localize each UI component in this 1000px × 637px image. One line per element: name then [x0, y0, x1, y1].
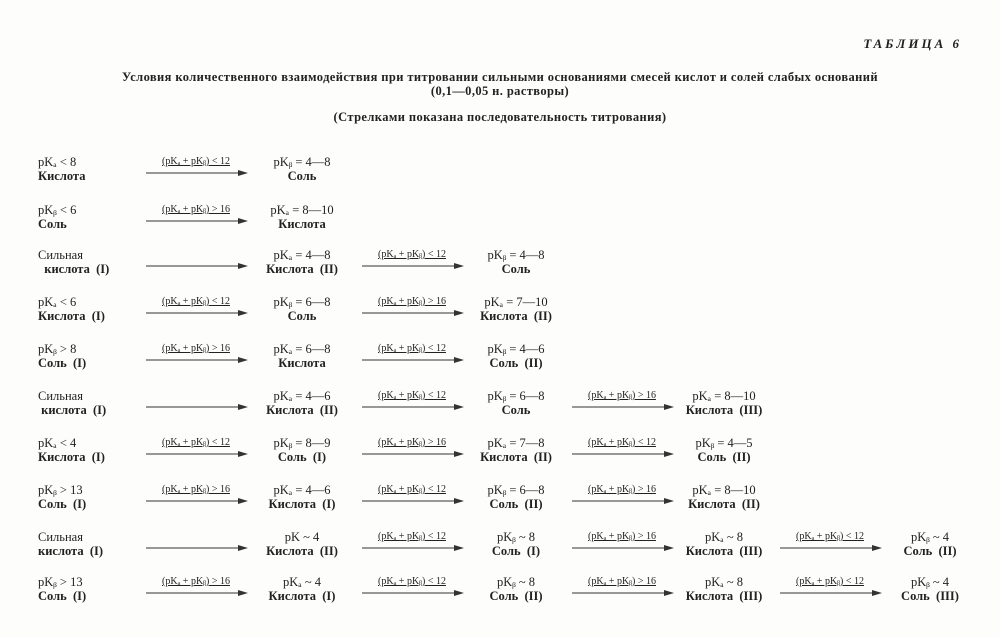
condition-arrow [146, 390, 250, 414]
start-label: Соль [38, 217, 67, 231]
arrow-icon [572, 450, 676, 458]
condition-arrow [780, 576, 884, 600]
condition-arrow [146, 204, 250, 228]
start-constant: pKₐ < 6 [38, 295, 77, 309]
node-constant: pKₐ = 8—10 [692, 483, 756, 497]
condition-label: (pKₐ + pKᵦ) > 16 [162, 204, 230, 215]
start-label: кислота (I) [38, 262, 110, 276]
arrow-icon [146, 356, 250, 364]
species-node [254, 389, 350, 417]
arrow-icon [780, 589, 884, 597]
condition-label [142, 249, 250, 261]
start-constant: pKᵦ < 6 [38, 203, 77, 217]
node-label: Соль [501, 403, 531, 417]
condition-label: (pKₐ + pKᵦ) > 16 [588, 531, 656, 542]
species-node [676, 575, 772, 603]
condition-arrow [572, 437, 676, 461]
node-constant: pKᵦ = 4—8 [487, 248, 545, 262]
condition-arrow [362, 484, 466, 508]
condition-label: (pKₐ + pKᵦ) < 12 [378, 390, 446, 401]
node-label: Соль (I) [491, 544, 541, 558]
node-constant: pKₐ = 7—8 [487, 436, 545, 450]
species-node [468, 530, 564, 558]
start-species [38, 530, 138, 558]
arrow-icon [572, 403, 676, 411]
start-constant: Сильная [38, 248, 83, 262]
condition-arrow [146, 531, 250, 555]
start-label: Соль (I) [38, 589, 87, 603]
node-label: Соль (I) [277, 450, 327, 464]
node-label: Кислота (II) [266, 403, 338, 417]
scheme-row [0, 295, 1000, 329]
node-label: Кислота [278, 217, 326, 231]
node-label: Соль (III) [901, 589, 959, 603]
condition-label: (pKₐ + pKᵦ) > 16 [162, 576, 230, 587]
scheme-row [0, 342, 1000, 376]
condition-arrow [146, 296, 250, 320]
species-node [254, 295, 350, 323]
start-species [38, 295, 138, 323]
node-constant: pKₐ = 7—10 [484, 295, 548, 309]
node-label: Соль (II) [489, 356, 543, 370]
node-label: Кислота (II) [688, 497, 760, 511]
node-label: Кислота (I) [268, 497, 336, 511]
species-node [468, 389, 564, 417]
node-constant: pKᵦ = 4—6 [487, 342, 545, 356]
scheme-row [0, 389, 1000, 423]
start-constant: pKᵦ > 13 [38, 575, 83, 589]
condition-label [142, 531, 250, 543]
start-label: Кислота (I) [38, 450, 105, 464]
arrow-icon [362, 544, 466, 552]
start-label: Соль (I) [38, 497, 87, 511]
species-node [254, 530, 350, 558]
table-title-line: Условия количественного взаимодействия при титровании сильными основаниями смесей кислот и солей слабых оснований [121, 70, 878, 84]
arrow-icon [146, 497, 250, 505]
node-constant: pKₐ = 6—8 [273, 342, 331, 356]
species-node [676, 530, 772, 558]
node-constant: pKᵦ = 6—8 [487, 389, 545, 403]
start-constant: Сильная [38, 530, 83, 544]
node-constant: pKₐ = 4—6 [273, 389, 331, 403]
start-label: кислота (I) [38, 544, 104, 558]
species-node [254, 155, 350, 183]
arrow-icon [146, 169, 250, 177]
condition-arrow [362, 390, 466, 414]
arrow-icon [362, 356, 466, 364]
species-node [676, 483, 772, 511]
scheme-row [0, 436, 1000, 470]
condition-arrow [146, 484, 250, 508]
arrow-icon [362, 309, 466, 317]
node-constant: pKᵦ = 6—8 [273, 295, 331, 309]
start-species [38, 342, 138, 370]
arrow-icon [572, 497, 676, 505]
condition-label: (pKₐ + pKᵦ) > 16 [162, 343, 230, 354]
node-label: Кислота (III) [685, 589, 763, 603]
node-constant: pKₐ = 8—10 [692, 389, 756, 403]
species-node [254, 248, 350, 276]
species-node [254, 483, 350, 511]
arrow-icon [362, 497, 466, 505]
node-constant: pKᵦ = 4—8 [273, 155, 331, 169]
start-species [38, 575, 138, 603]
table-label: ТАБЛИЦА 6 [863, 36, 962, 51]
condition-label: (pKₐ + pKᵦ) < 12 [162, 296, 230, 307]
start-label: кислота (I) [38, 403, 107, 417]
species-node [468, 436, 564, 464]
species-node [254, 575, 350, 603]
condition-arrow [362, 343, 466, 367]
node-label: Соль [501, 262, 531, 276]
start-species [38, 483, 138, 511]
species-node [676, 389, 772, 417]
condition-label: (pKₐ + pKᵦ) < 12 [796, 576, 864, 587]
condition-label: (pKₐ + pKᵦ) > 16 [588, 484, 656, 495]
condition-arrow [362, 576, 466, 600]
node-label: Кислота (II) [266, 544, 338, 558]
arrow-icon [572, 589, 676, 597]
arrow-icon [146, 450, 250, 458]
condition-label: (pKₐ + pKᵦ) > 16 [162, 484, 230, 495]
start-constant: pKᵦ > 8 [38, 342, 77, 356]
start-species [38, 436, 138, 464]
node-constant: pKₐ ~ 4 [283, 575, 321, 589]
node-label: Кислота (III) [685, 403, 763, 417]
node-label: Кислота (II) [266, 262, 338, 276]
condition-label: (pKₐ + pKᵦ) > 16 [588, 576, 656, 587]
species-node [468, 342, 564, 370]
condition-arrow [572, 484, 676, 508]
condition-arrow [146, 437, 250, 461]
node-label: Кислота (II) [480, 450, 552, 464]
condition-label: (pKₐ + pKᵦ) < 12 [162, 437, 230, 448]
species-node [468, 483, 564, 511]
node-label: Соль (II) [489, 497, 543, 511]
node-constant: pKᵦ ~ 8 [496, 575, 536, 589]
node-label: Соль [287, 309, 317, 323]
node-constant: pKᵦ = 6—8 [487, 483, 545, 497]
table-subtitle: (Стрелками показана последовательность титрования) [333, 110, 667, 124]
node-label: Соль (II) [697, 450, 751, 464]
node-label: Кислота [278, 356, 326, 370]
node-constant: pKₐ = 8—10 [270, 203, 334, 217]
condition-arrow [146, 249, 250, 273]
condition-arrow [572, 531, 676, 555]
species-node [676, 436, 772, 464]
arrow-icon [146, 262, 250, 270]
arrow-icon [146, 589, 250, 597]
condition-label: (pKₐ + pKᵦ) < 12 [378, 531, 446, 542]
arrow-icon [146, 544, 250, 552]
scheme-row [0, 575, 1000, 609]
start-constant: pKₐ < 4 [38, 436, 77, 450]
start-constant: Сильная [38, 389, 83, 403]
condition-arrow [146, 343, 250, 367]
node-constant: pKᵦ = 4—5 [695, 436, 753, 450]
condition-label: (pKₐ + pKᵦ) < 12 [796, 531, 864, 542]
node-constant: pKₐ ~ 8 [705, 530, 743, 544]
start-label: Кислота [38, 169, 86, 183]
arrow-icon [362, 589, 466, 597]
arrow-icon [780, 544, 884, 552]
condition-label: (pKₐ + pKᵦ) < 12 [378, 343, 446, 354]
species-node [882, 575, 978, 603]
condition-label: (pKₐ + pKᵦ) > 16 [588, 390, 656, 401]
start-label: Соль (I) [38, 356, 87, 370]
start-species [38, 389, 138, 417]
condition-label: (pKₐ + pKᵦ) < 12 [162, 156, 230, 167]
condition-arrow [362, 249, 466, 273]
condition-arrow [572, 390, 676, 414]
start-constant: pKᵦ > 13 [38, 483, 83, 497]
condition-arrow [362, 437, 466, 461]
arrow-icon [362, 262, 466, 270]
arrow-icon [146, 403, 250, 411]
species-node [254, 342, 350, 370]
scheme-row [0, 203, 1000, 237]
species-node [468, 248, 564, 276]
species-node [468, 295, 564, 323]
start-species [38, 203, 138, 231]
condition-label [142, 390, 250, 402]
node-constant: pKᵦ ~ 4 [910, 530, 950, 544]
species-node [882, 530, 978, 558]
node-constant: pKᵦ ~ 4 [910, 575, 950, 589]
scheme-row [0, 248, 1000, 282]
node-constant: pKᵦ ~ 8 [496, 530, 536, 544]
node-constant: pKₐ = 4—8 [273, 248, 331, 262]
condition-label: (pKₐ + pKᵦ) > 16 [378, 437, 446, 448]
condition-arrow [572, 576, 676, 600]
arrow-icon [146, 217, 250, 225]
scheme-row [0, 155, 1000, 189]
node-label: Кислота (II) [480, 309, 552, 323]
condition-label: (pKₐ + pKᵦ) < 12 [378, 249, 446, 260]
node-constant: pKₐ ~ 8 [705, 575, 743, 589]
arrow-icon [362, 403, 466, 411]
node-constant: pK ~ 4 [284, 530, 320, 544]
condition-arrow [362, 531, 466, 555]
species-node [468, 575, 564, 603]
condition-label: (pKₐ + pKᵦ) > 16 [378, 296, 446, 307]
arrow-icon [572, 544, 676, 552]
node-label: Соль (II) [903, 544, 957, 558]
condition-arrow [362, 296, 466, 320]
species-node [254, 436, 350, 464]
scheme-row [0, 530, 1000, 564]
condition-label: (pKₐ + pKᵦ) < 12 [378, 576, 446, 587]
start-label: Кислота (I) [38, 309, 105, 323]
node-label: Кислота (I) [268, 589, 336, 603]
arrow-icon [146, 309, 250, 317]
node-label: Кислота (III) [685, 544, 763, 558]
condition-label: (pKₐ + pKᵦ) < 12 [588, 437, 656, 448]
arrow-icon [362, 450, 466, 458]
condition-label: (pKₐ + pKᵦ) < 12 [378, 484, 446, 495]
scheme-row [0, 483, 1000, 517]
table-title-line: (0,1—0,05 н. растворы) [430, 84, 570, 98]
condition-arrow [146, 156, 250, 180]
node-label: Соль [287, 169, 317, 183]
start-species [38, 248, 138, 276]
node-constant: pKₐ = 4—6 [273, 483, 331, 497]
start-species [38, 155, 138, 183]
node-label: Соль (II) [489, 589, 543, 603]
node-constant: pKᵦ = 8—9 [273, 436, 331, 450]
condition-arrow [146, 576, 250, 600]
species-node [254, 203, 350, 231]
condition-arrow [780, 531, 884, 555]
start-constant: pKₐ < 8 [38, 155, 77, 169]
